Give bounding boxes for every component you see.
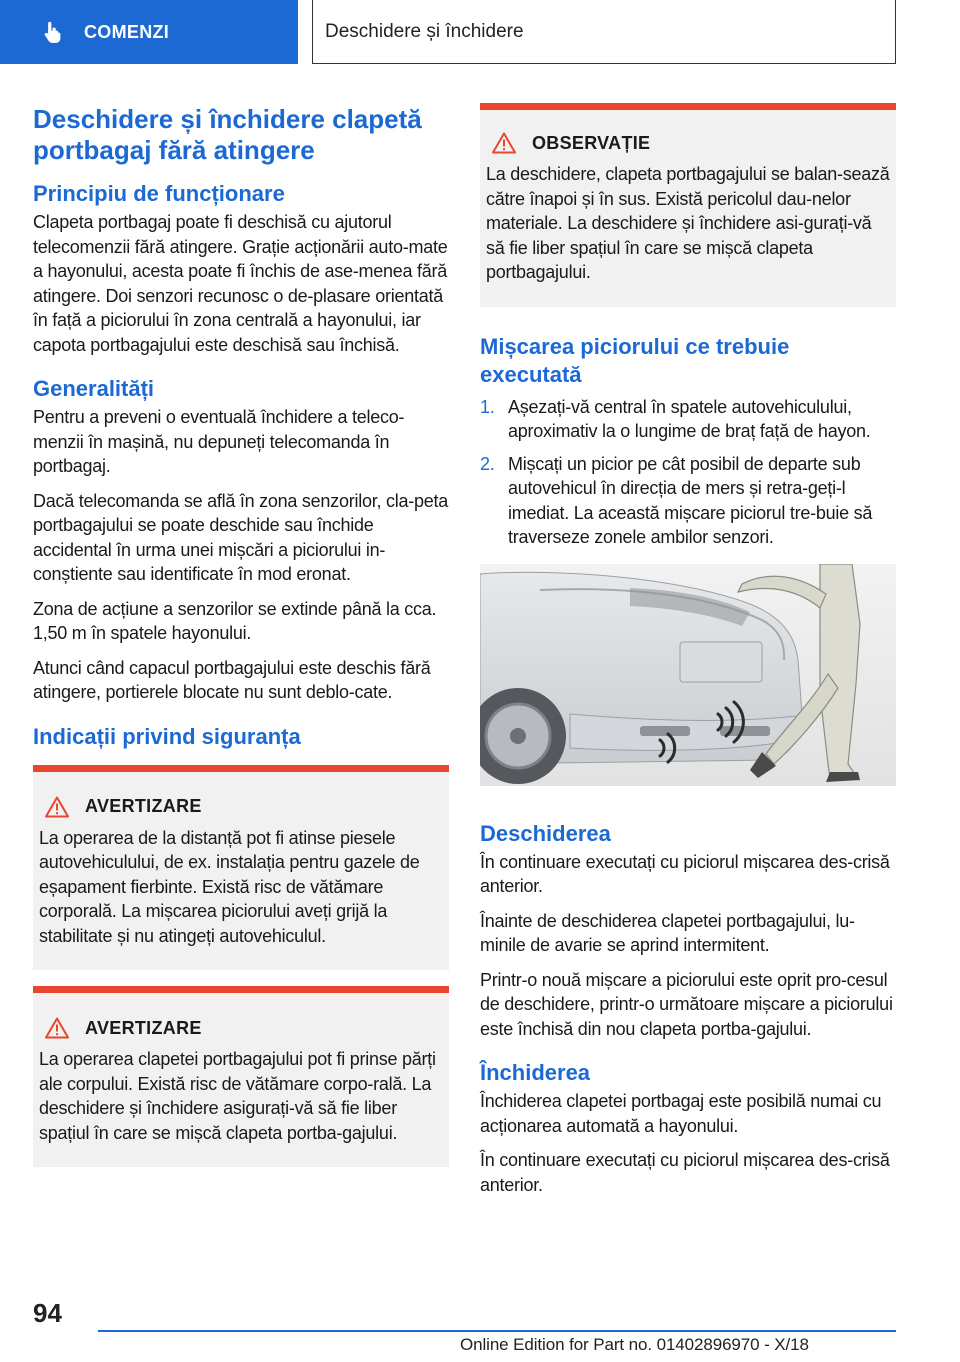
warning-box: [33, 986, 449, 1167]
heading-principle: Principiu de funcționare: [33, 181, 285, 206]
kick-sensor-illustration: [480, 564, 896, 786]
warning-triangle-icon: [45, 1017, 69, 1039]
note-text: La deschidere, clapeta portbagajului se balan-sează către înapoi și în sus. Există pericolul dau-nelor materiale. La deschidere și închidere asi-gurați-vă să fie liber spațiul în care se mișcă clapeta portbagajului.: [486, 164, 890, 282]
warning-text: La operarea de la distanță pot fi atinse piesele autovehiculului, de ex. instalația pentru gazele de eșapament fierbinte. Există risc de vătămare corporală. La mișcarea piciorului aveți grijă la stabilitate și nu atingeți autovehiculul.: [39, 827, 420, 946]
paragraph: În continuare executați cu piciorul mișcarea des-crisă anterior.: [480, 851, 890, 896]
left-column: [33, 100, 449, 1167]
step-text: Așezați-vă central în spatele autovehiculului, aproximativ la o lungime de braț față de hayon.: [508, 396, 871, 441]
warning-triangle-icon: [45, 796, 69, 818]
paragraph: Înainte de deschiderea clapetei portbagajului, lu-minile de avarie se aprind intermitent.: [480, 910, 855, 955]
paragraph: Dacă telecomanda se află în zona senzorilor, cla-peta portbagajului se poate deschide sau închide accidental în urma unei mișcări a piciorului in-conștiente sau identificate în mod eronat.: [33, 490, 448, 584]
warning-box: [33, 765, 449, 971]
steps-list: [480, 395, 896, 550]
page-number: 94: [33, 1298, 62, 1328]
right-column: [480, 103, 896, 1207]
step-number: 2.: [480, 453, 495, 474]
warning-text: La operarea clapetei portbagajului pot fi prinse părți ale corpului. Există risc de vătămare corpo-rală. La deschidere și închidere asigurați-vă să fie liber spațiul în care se mișcă clapeta portba-gajului.: [39, 1049, 436, 1143]
hand-pointer-icon: [40, 19, 66, 45]
chapter-tab[interactable]: [0, 0, 298, 64]
paragraph: Printr-o nouă mișcare a piciorului este oprit pro-cesul de deschidere, printr-o următoare mișcare a piciorului este închisă din nou clapeta portba-gajului.: [480, 969, 893, 1039]
paragraph: Zona de acțiune a senzorilor se extinde până la cca. 1,50 m în spatele hayonului.: [33, 598, 437, 643]
note-box: [480, 103, 896, 307]
step-text: Mișcați un picior pe cât posibil de departe sub autovehicul în direcția de mers și retra-geți-l imediat. La această mișcare piciorul tre-buie să traverseze zonele ambilor senzori.: [508, 453, 873, 547]
paragraph: Închiderea clapetei portbagaj este posibilă numai cu acționarea automată a hayonului.: [480, 1091, 882, 1136]
paragraph: Pentru a preveni o eventuală închidere a teleco-menzii în mașină, nu depuneți telecomanda în portbagaj.: [33, 407, 405, 476]
section-title: Deschidere și închidere: [312, 0, 896, 64]
list-item: [480, 395, 896, 444]
warning-title: AVERTIZARE: [85, 796, 202, 816]
chapter-tab-label: COMENZI: [84, 21, 170, 42]
page-title: Deschidere și închidere clapetă portbagaj fără atingere: [33, 104, 422, 165]
paragraph: Atunci când capacul portbagajului este deschis fără atingere, portierele blocate nu sunt deblo-cate.: [33, 657, 431, 702]
warning-triangle-icon: [492, 132, 516, 154]
step-number: 1.: [480, 396, 495, 417]
paragraph: Clapeta portbagaj poate fi deschisă cu ajutorul telecomenzii fără atingere. Grație acționării auto-mate a hayonului, acesta poate fi închis de ase-menea fără atingere. Doi senzori recunosc o de-plasare orientată în față a piciorului în zona centrală a hayonului, iar capota portbagajului este deschisă sau închisă.: [33, 212, 448, 355]
paragraph: În continuare executați cu piciorul mișcarea des-crisă anterior.: [480, 1150, 890, 1195]
heading-foot-movement: Mișcarea piciorului ce trebuie executată: [480, 333, 790, 387]
list-item: [480, 452, 896, 550]
heading-safety: Indicații privind siguranța: [33, 723, 301, 749]
footer-edition: Online Edition for Part no. 01402896970 - X/18: [460, 1335, 809, 1354]
heading-closing: Închiderea: [480, 1060, 591, 1085]
heading-opening: Deschiderea: [480, 820, 611, 846]
note-title: OBSERVAȚIE: [532, 132, 651, 153]
footer-divider: [98, 1330, 896, 1332]
heading-general: Generalități: [33, 376, 155, 401]
warning-title: AVERTIZARE: [85, 1017, 202, 1038]
